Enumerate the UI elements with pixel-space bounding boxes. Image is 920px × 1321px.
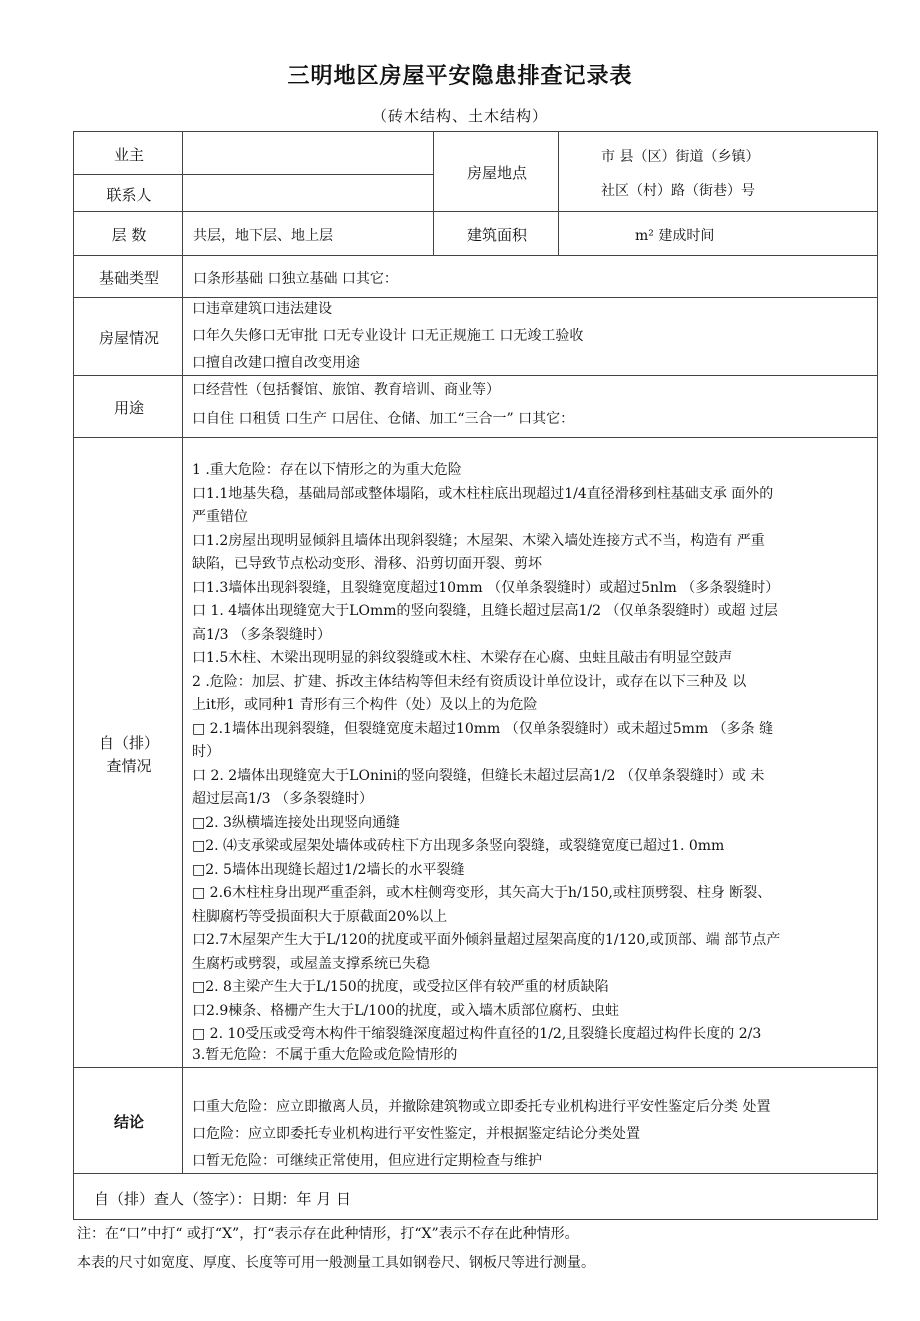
address-line-1: 市 县（区）街道（乡镇） [601,149,760,165]
inspection-line: □2. 8主梁产生大于L/150的扰度，或受拉区伴有较严重的材质缺陷 [192,979,609,995]
floors-label: 层 数 [111,226,147,244]
inspection-label-cell [73,437,183,1068]
footnote: 本表的尺寸如宽度、厚度、长度等可用一般测量工具如钢卷尺、钢板尺等进行测量。 [77,1255,595,1271]
usage-line: 口经营性（包括餐馆、旅馆、教育培训、商业等） [192,382,500,398]
floors-field[interactable] [182,211,434,256]
inspection-line: 2 .危险：加层、扩建、拆改主体结构等但未经有资质设计单位设计，或存在以下三种及 以 [192,673,747,690]
conclusion-label: 结论 [113,1113,144,1131]
inspection-line: 高1/3 （多条裂缝时） [192,626,331,643]
contact-label-cell [73,174,183,212]
conclusion-line: 口暂无危险：可继续正常使用，但应进行定期检查与维护 [192,1153,542,1169]
conclusion-line: 口重大危险：应立即撤离人员，并撤除建筑物或立即委托专业机构进行平安性鉴定后分类 处置 [192,1099,771,1115]
owner-field[interactable] [182,131,434,175]
inspection-label: 自（排）查情况 [98,734,159,775]
area-label: 建筑面积 [466,226,527,244]
inspection-line: 时） [192,744,220,760]
inspection-form-table [73,131,878,1220]
inspection-line: 口2.7木屋架产生大于L/120的扰度或平面外倾斜量超过屋架高度的1/120,或顶部、端 部节点产 [192,932,781,948]
address-label-cell [433,131,559,212]
address-line-2: 社区（村）路（街巷）号 [601,183,755,199]
conclusion-line: 口危险：应立即委托专业机构进行平安性鉴定，并根据鉴定结论分类处置 [192,1126,640,1142]
inspection-line: 口1.2房屋出现明显倾斜且墙体出现斜裂缝；木屋架、木梁入墙处连接方式不当，构造有 严重 [192,532,765,549]
owner-label-cell [73,131,183,175]
usage-label: 用途 [113,399,144,417]
inspection-line: 超过层高1/3 （多条裂缝时） [192,791,373,807]
inspection-line: 口1.5木柱、木梁出现明显的斜纹裂缝或木柱、木梁存在心腐、虫蛀且敲击有明显空鼓声 [192,650,733,666]
foundation-field[interactable] [182,255,878,298]
inspection-line: 严重错位 [192,509,248,525]
signature-line: 自（排）查人（签字）：日期：年 月 日 [94,1190,352,1208]
inspection-line: 上it形，或同种1 青形有三个构件（处）及以上的为危险 [192,697,538,713]
inspection-line: 口1.3墙体出现斜裂缝，且裂缝宽度超过10mm （仅单条裂缝时）或超过5nlm （多条裂缝时） [192,579,780,596]
inspection-line: 缺陷，已导致节点松动变形、滑移、沿剪切面开裂、剪坏 [192,556,542,572]
page-title: 三明地区房屋平安隐患排查记录表 [287,64,633,89]
floors-value: 共层，地下层、地上层 [193,228,333,244]
inspection-line: □ 2. 10受压或受弯木构件干缩裂缝深度超过构件直径的1/2,且裂缝长度超过构件长度的 2/3 [192,1026,762,1042]
usage-label-cell [73,375,183,438]
inspection-line: □2. ⑷支承梁或屋架处墙体或砖柱下方出现多条竖向裂缝，或裂缝宽度已超过1. 0mm [192,838,725,854]
inspection-line: 3.暂无危险：不属于重大危险或危险情形的 [192,1047,458,1063]
inspection-line: □2. 5墙体出现缝长超过1/2墙长的水平裂缝 [192,861,465,878]
usage-line: 口自住 口租赁 口生产 口居住、仓储、加工“三合一” 口其它： [192,411,575,427]
area-label-cell [433,211,559,256]
foundation-label-cell [73,255,183,298]
house-line: 口违章建筑口违法建设 [192,301,332,317]
inspection-line: □ 2.6木柱柱身出现严重歪斜，或木柱侧弯变形，其矢高大于h/150,或柱顶劈裂、柱身 断裂、 [192,885,772,901]
address-field[interactable] [558,131,878,212]
inspection-line: 口1.1地基失稳，基础局部或整体塌陷，或木柱柱底出现超过1/4直径滑移到柱基础支承 面外的 [192,485,774,502]
area-field[interactable] [558,211,878,256]
inspection-line: 口 1. 4墙体出现缝宽大于LOmm的竖向裂缝，且缝长超过层高1/2 （仅单条裂缝时）或超 过层 [192,603,778,619]
floors-label-cell [73,211,183,256]
inspection-line: 生腐朽或劈裂，或屋盖支撑系统已失稳 [192,955,430,972]
foundation-value: 口条形基础 口独立基础 口其它： [193,271,398,287]
house-line: 口年久失修口无审批 口无专业设计 口无正规施工 口无竣工验收 [192,328,584,344]
signature-row[interactable] [73,1173,878,1220]
house-label-cell [73,297,183,376]
foundation-label: 基础类型 [98,269,159,287]
contact-field[interactable] [182,174,434,212]
page-subtitle: （砖木结构、土木结构） [371,107,548,125]
inspection-line: 口2.9楝条、格栅产生大于L/100的扰度，或入墙木质部位腐朽、虫蛀 [192,1002,619,1019]
owner-label: 业主 [113,146,144,164]
conclusion-label-cell [73,1067,183,1174]
inspection-line: □ 2.1墙体出现斜裂缝，但裂缝宽度未超过10mm （仅单条裂缝时）或未超过5mm （多条 缝 [192,720,774,737]
inspection-line: 1 .重大危险：存在以下情形之的为重大危险 [192,462,462,478]
footnote: 注：在“口”中打“ 或打“X”，打“表示存在此种情形，打“X”表示不存在此种情形。 [77,1226,579,1242]
house-label: 房屋情况 [98,329,159,347]
inspection-line: □2. 3纵横墙连接处出现竖向通缝 [192,814,400,831]
area-value: m² 建成时间 [635,228,715,244]
house-line: 口擅自改建口擅自改变用途 [192,355,360,371]
inspection-line: 口 2. 2墙体出现缝宽大于LOnini的竖向裂缝，但缝长未超过层高1/2 （仅单条裂缝时）或 未 [192,767,765,784]
address-label: 房屋地点 [466,164,527,182]
inspection-line: 柱脚腐朽等受损面积大于原截面20%以上 [192,908,448,925]
contact-label: 联系人 [106,186,152,204]
